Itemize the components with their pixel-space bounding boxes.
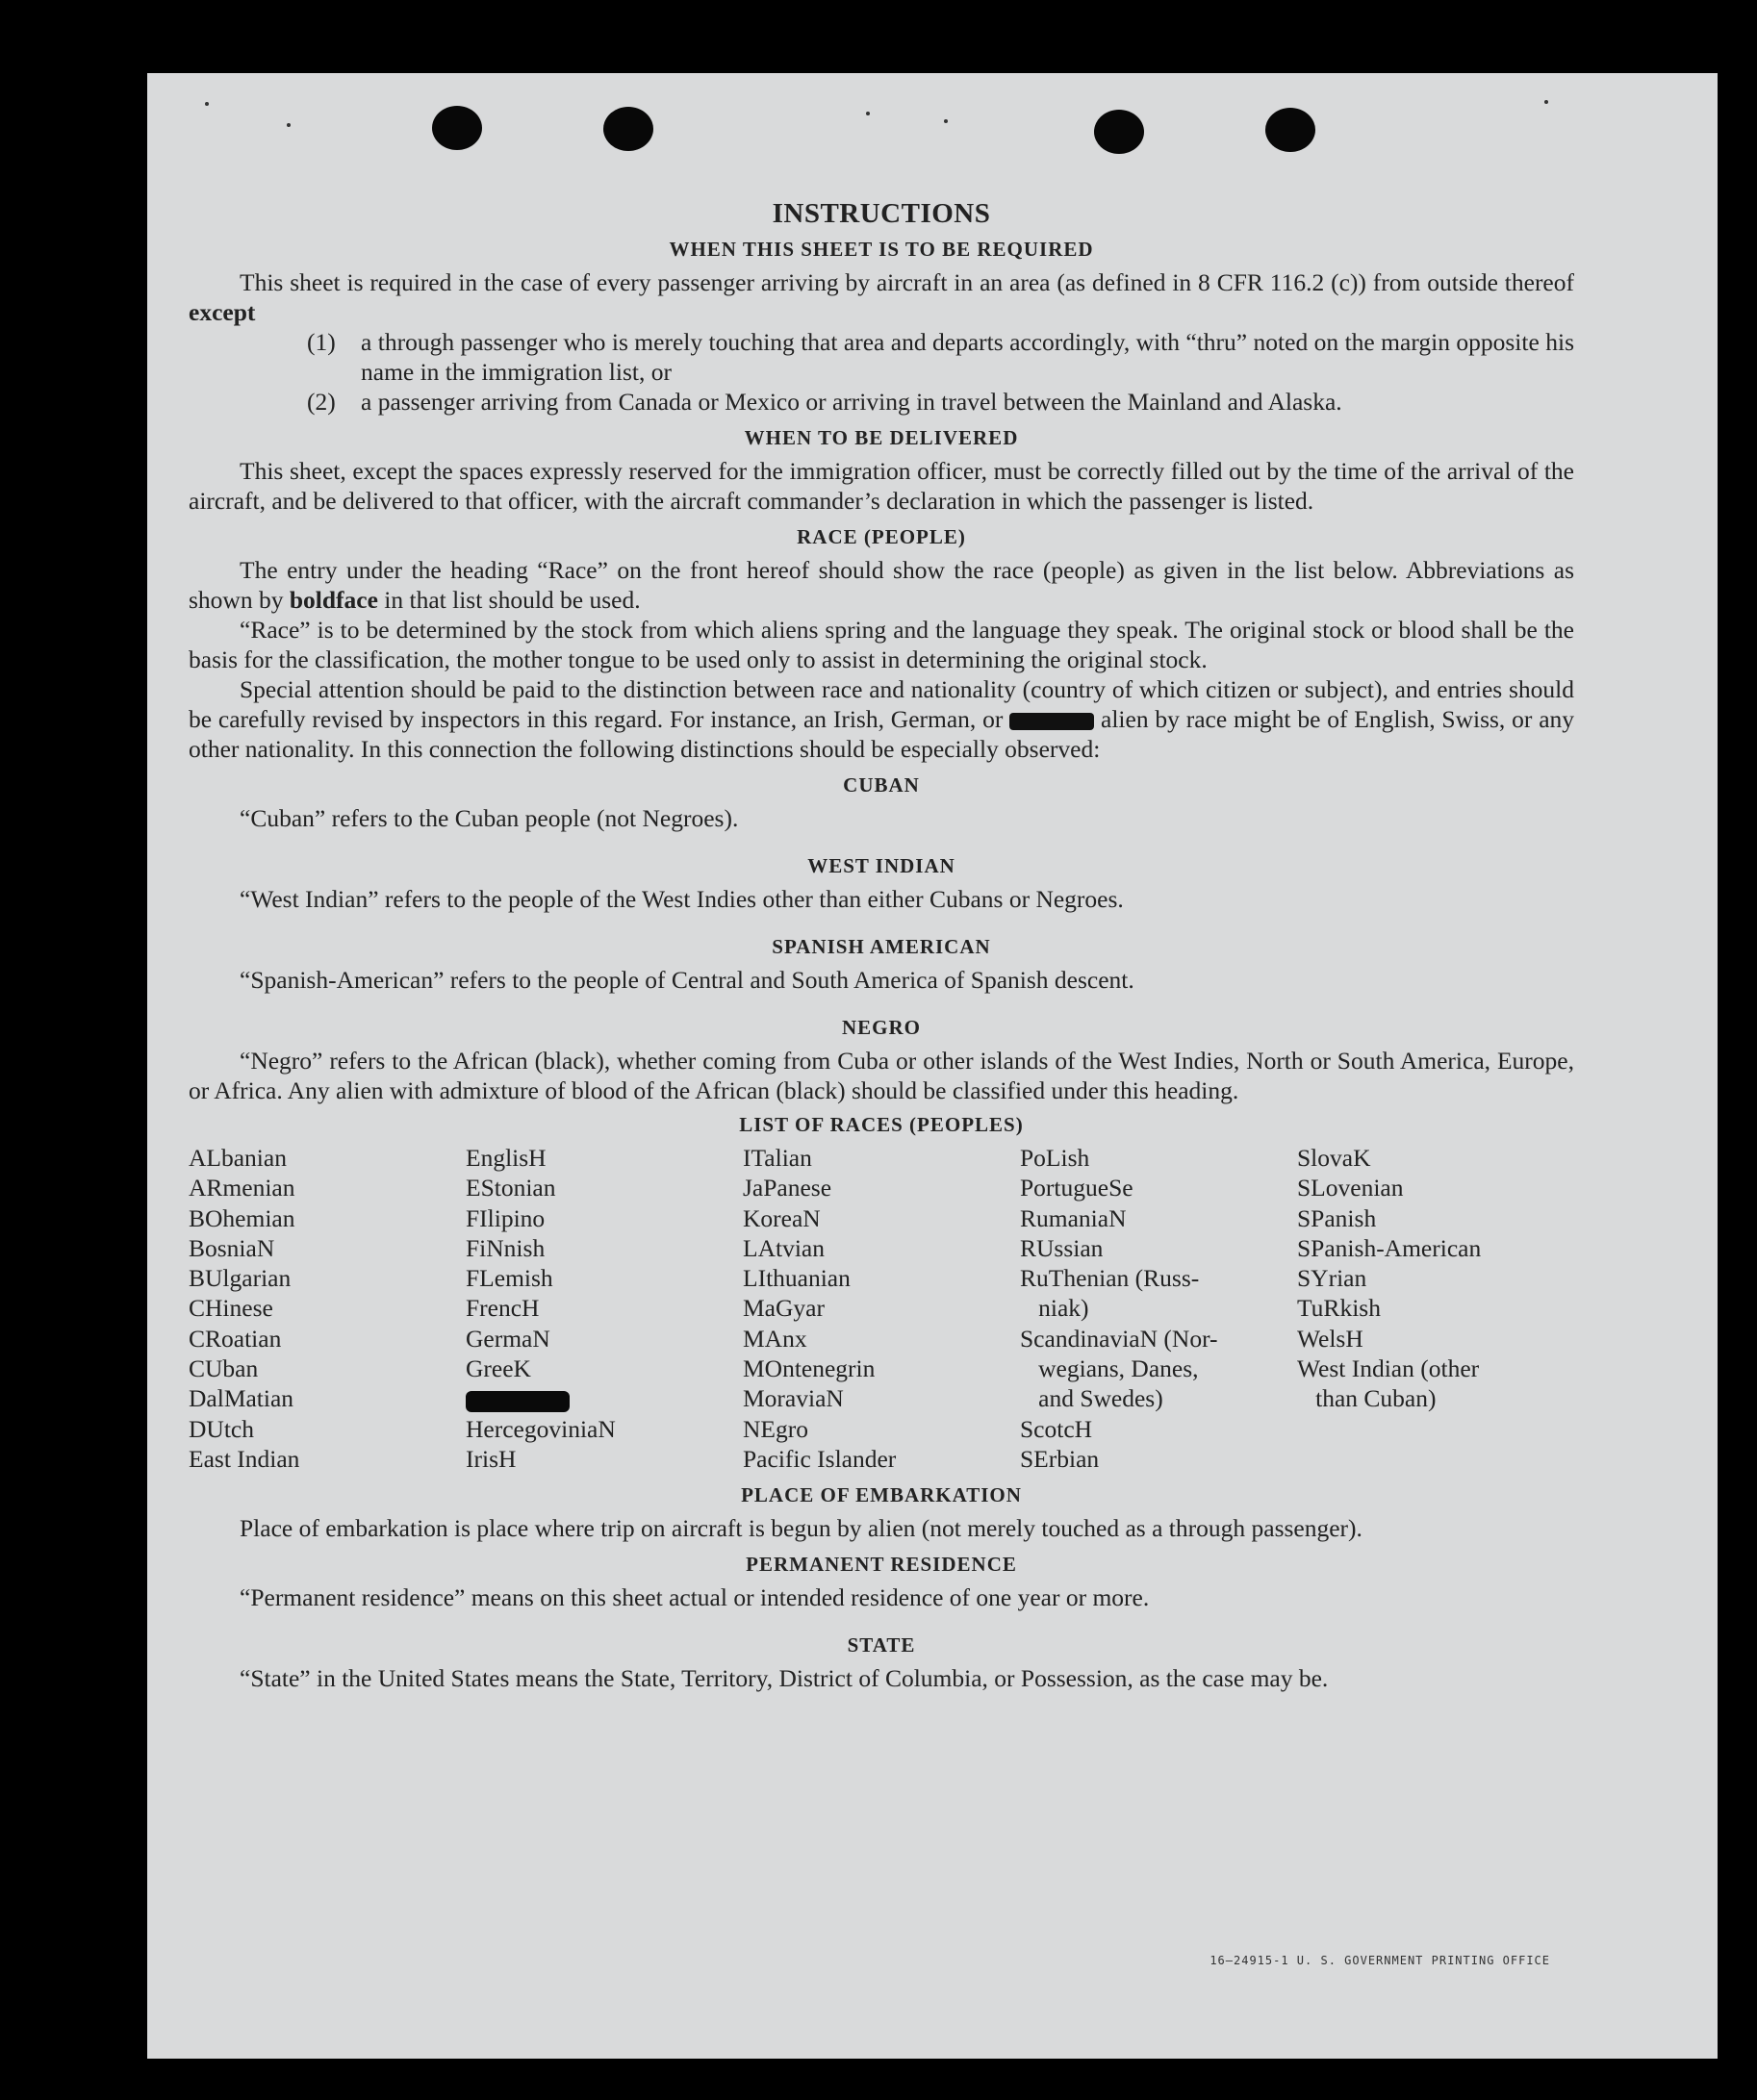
- race-entry: NEgro: [743, 1414, 808, 1443]
- heading-state: STATE: [847, 1633, 916, 1657]
- race-entry: HercegoviniaN: [466, 1414, 616, 1443]
- race-entry: LAtvian: [743, 1233, 825, 1262]
- race-entry: SLovenian: [1297, 1174, 1404, 1202]
- race-paragraph-2: “Race” is to be determined by the stock from which aliens spring and the language they speak. The original stock or blood shall be the basis for the classification, the mother tongue to be used only to assist in determining the original stock.: [189, 616, 1574, 673]
- race-entry: MaGyar: [743, 1294, 825, 1323]
- race-entry: BOhemian: [189, 1203, 295, 1232]
- delivered-text: This sheet, except the spaces expressly reserved for the immigration officer, must be correctly filled out by the time of the arrival of the aircraft, and be delivered to that officer, with the aircraft commander’s declaration in which the passenger is listed.: [189, 457, 1574, 515]
- races-column-5: [1297, 1143, 1574, 1474]
- race-entry: wegians, Danes,: [1020, 1354, 1199, 1383]
- race-entry: FrencH: [466, 1294, 540, 1323]
- race-entry: SErbian: [1020, 1444, 1100, 1473]
- speck: [1544, 100, 1548, 104]
- punch-hole-4: [1265, 108, 1315, 152]
- race-entry: DalMatian: [189, 1384, 294, 1413]
- race-entry: and Swedes): [1020, 1384, 1163, 1413]
- race-entry: ScotcH: [1020, 1414, 1093, 1443]
- race-entry: RumaniaN: [1020, 1203, 1127, 1232]
- race-entry: CHinese: [189, 1294, 273, 1323]
- races-column-3: [743, 1143, 1020, 1474]
- race-entry: GermaN: [466, 1324, 550, 1353]
- race-entry: Pacific Islander: [743, 1444, 897, 1473]
- state-text: “State” in the United States means the State, Territory, District of Columbia, or Possession, as the case may be.: [240, 1664, 1329, 1693]
- races-column-4: [1020, 1143, 1297, 1474]
- residence-text: “Permanent residence” means on this sheet actual or intended residence of one year or more.: [240, 1583, 1150, 1612]
- race-entry: RuThenian (Russ-: [1020, 1264, 1200, 1293]
- punch-hole-2: [603, 107, 653, 151]
- race-entry: SPanish-American: [1297, 1233, 1482, 1262]
- race-entry: CUban: [189, 1354, 259, 1383]
- race-entry: GreeK: [466, 1354, 531, 1383]
- race-entry-redacted: [466, 1383, 743, 1413]
- race-entry: CRoatian: [189, 1324, 282, 1353]
- race-entry: ALbanian: [189, 1144, 287, 1172]
- punch-hole-1: [432, 106, 482, 150]
- race-entry: MAnx: [743, 1324, 807, 1353]
- required-intro: This sheet is required in the case of every passenger arriving by aircraft in an area (as defined in 8 CFR 116.2 (c)) from outside thereof except: [189, 268, 1574, 326]
- heading-race: RACE (PEOPLE): [797, 525, 966, 548]
- races-list: [189, 1143, 1574, 1474]
- race-entry: LIthuanian: [743, 1264, 851, 1293]
- race-entry: SlovaK: [1297, 1144, 1371, 1172]
- speck: [944, 119, 948, 123]
- required-item-1: (1) a through passenger who is merely touching that area and departs accordingly, with “thru” noted on the margin opposite his name in the immigration list, or: [307, 328, 1574, 386]
- spanish-american-text: “Spanish-American” refers to the people of Central and South America of Spanish descent.: [240, 966, 1134, 994]
- race-entry: East Indian: [189, 1444, 300, 1473]
- required-item-2: (2) a passenger arriving from Canada or Mexico or arriving in travel between the Mainland and Alaska.: [307, 388, 1342, 416]
- race-entry: RUssian: [1020, 1233, 1104, 1262]
- race-entry: DUtch: [189, 1414, 254, 1443]
- heading-negro: NEGRO: [841, 1016, 921, 1039]
- instructions-content: [189, 198, 1574, 1693]
- race-entry: MOntenegrin: [743, 1354, 876, 1383]
- heading-west-indian: WEST INDIAN: [807, 854, 955, 877]
- redaction-mark: [466, 1391, 570, 1412]
- heading-required: WHEN THIS SHEET IS TO BE REQUIRED: [669, 238, 1094, 261]
- document-sheet: [147, 73, 1718, 2059]
- races-column-1: [189, 1143, 466, 1474]
- heading-cuban: CUBAN: [843, 773, 920, 797]
- race-entry: SPanish: [1297, 1203, 1377, 1232]
- race-entry: IrisH: [466, 1444, 517, 1473]
- speck: [205, 102, 209, 106]
- speck: [866, 112, 870, 115]
- race-entry: FIlipino: [466, 1203, 546, 1232]
- race-entry: ITalian: [743, 1144, 812, 1172]
- race-entry: MoraviaN: [743, 1384, 844, 1413]
- race-entry: ScandinaviaN (Nor-: [1020, 1324, 1218, 1353]
- race-entry: PoLish: [1020, 1144, 1090, 1172]
- cuban-text: “Cuban” refers to the Cuban people (not Negroes).: [240, 804, 739, 832]
- race-entry: PortugueSe: [1020, 1174, 1133, 1202]
- negro-text: “Negro” refers to the African (black), whether coming from Cuba or other islands of the West Indies, North or South America, Europe, or Africa. Any alien with admixture of blood of the African (black) should be classified under this heading.: [189, 1047, 1574, 1104]
- redaction-mark: [1009, 713, 1094, 730]
- speck: [287, 123, 291, 127]
- race-entry: FiNnish: [466, 1233, 546, 1262]
- races-column-2: [466, 1143, 743, 1474]
- race-entry: SYrian: [1297, 1264, 1367, 1293]
- race-paragraph-1: The entry under the heading “Race” on the front hereof should show the race (people) as given in the list below. Abbreviations as shown by boldface in that list should be used.: [189, 556, 1574, 614]
- race-entry: West Indian (other: [1297, 1354, 1480, 1383]
- race-entry: BUlgarian: [189, 1264, 292, 1293]
- race-entry: niak): [1020, 1294, 1089, 1323]
- race-entry: KoreaN: [743, 1203, 821, 1232]
- race-entry: than Cuban): [1297, 1384, 1437, 1413]
- embarkation-text: Place of embarkation is place where trip on aircraft is begun by alien (not merely touched as a through passenger).: [240, 1514, 1362, 1543]
- punch-hole-3: [1094, 110, 1144, 154]
- race-entry: EStonian: [466, 1174, 556, 1202]
- page-title: INSTRUCTIONS: [772, 198, 991, 229]
- heading-delivered: WHEN TO BE DELIVERED: [744, 426, 1019, 449]
- race-paragraph-3: Special attention should be paid to the distinction between race and nationality (country of which citizen or subject), and entries should be carefully revised by inspectors in this regard. For instance, an Irish, German, or alien by race might be of English, Swiss, or any other nationality. In this connection the following distinctions should be especially observed:: [189, 675, 1575, 763]
- race-entry: EnglisH: [466, 1144, 547, 1172]
- race-entry: TuRkish: [1297, 1294, 1381, 1323]
- race-entry: JaPanese: [743, 1174, 832, 1202]
- race-entry: BosniaN: [189, 1233, 275, 1262]
- west-indian-text: “West Indian” refers to the people of the West Indies other than either Cubans or Negroes.: [240, 885, 1124, 913]
- heading-races-list: LIST OF RACES (PEOPLES): [739, 1113, 1024, 1136]
- race-entry: FLemish: [466, 1264, 553, 1293]
- heading-residence: PERMANENT RESIDENCE: [746, 1553, 1017, 1577]
- race-entry: ARmenian: [189, 1174, 295, 1202]
- heading-spanish-american: SPANISH AMERICAN: [772, 935, 991, 958]
- heading-embarkation: PLACE OF EMBARKATION: [741, 1483, 1022, 1507]
- printing-office-code: 16—24915-1 U. S. GOVERNMENT PRINTING OFFICE: [1210, 1954, 1550, 1967]
- race-entry: WelsH: [1297, 1324, 1363, 1353]
